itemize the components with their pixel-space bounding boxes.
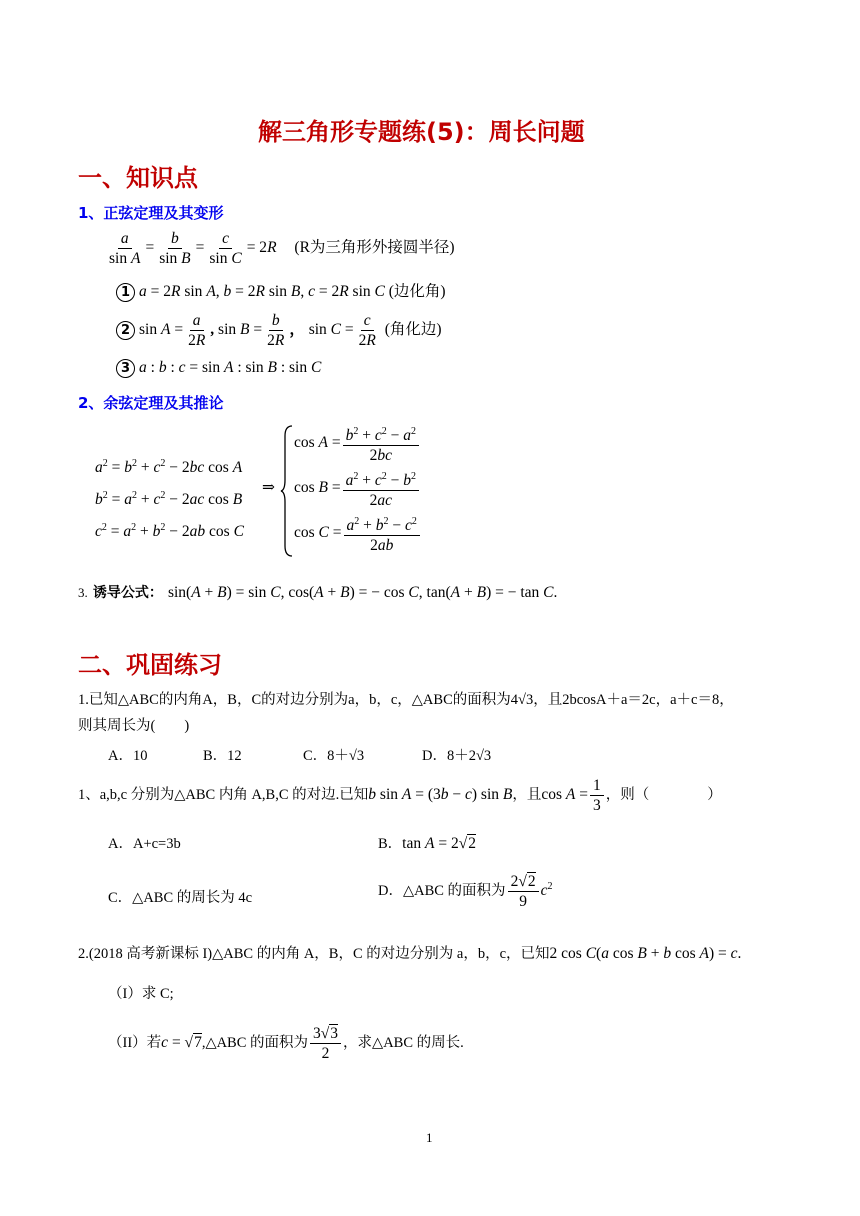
problem-3-question-2: （II）若c = √7,△ABC 的面积为 $\frac{3√3}{2}$ ，求△ABC 的周长. xyxy=(108,1025,464,1062)
sine-law-formula: $\frac{a}{\text{sin A}}$ = $\frac{b}{\text{sin B}}$ = $\frac{c}{\text{sin C}}$ = 2R (R为三角形外接圆半径) xyxy=(109,230,455,267)
problem-2-option-a: A．A+c=3b xyxy=(108,836,181,852)
problem-2-option-c: C．△ABC 的周长为 4c xyxy=(108,890,253,906)
problem-3-q2-lead: （II）若 xyxy=(108,1035,162,1052)
circled-number-1: 1 xyxy=(116,283,135,302)
page-title: 解三角形专题练(5)：周长问题 xyxy=(258,118,585,146)
sine-law-item-1: 1 a = 2R sin A, b = 2R sin B, c = 2R sin C (边化角) xyxy=(116,279,446,302)
cosine-corollary: cos A = $\frac{b^2 + c^2 - a^2}{2bc}$ cos B = $\frac{a^2 + c^2 - b^2}{2ac}$ cos C = $\frac{a^2 + b^2 - c^2}{2ab}$ xyxy=(294,422,422,557)
problem-1-option-c: C．8＋√3 xyxy=(303,748,365,764)
circled-number-3: 3 xyxy=(116,359,135,378)
problem-3-lead: 2.(2018 高考新课标 I)△ABC 的内角 A，B，C 的对边分别为 a，b，c，已知 xyxy=(78,946,550,962)
problem-2-mid: ，且 xyxy=(512,787,542,804)
left-brace xyxy=(280,424,294,558)
problem-1-line-2: 则其周长为( ) xyxy=(78,718,190,734)
section-heading-knowledge: 一、知识点 xyxy=(78,164,198,192)
problem-3-stem: 2.(2018 高考新课标 I)△ABC 的内角 A，B，C 的对边分别为 a，b，c，已知2 cos C(a cos B + b cos A) = c. xyxy=(78,945,742,962)
heading-cosine-law: 2、余弦定理及其推论 xyxy=(78,394,224,412)
problem-3-question-1: （I）求 C; xyxy=(108,986,174,1002)
problem-2-tail: ，则（ ） xyxy=(605,787,722,804)
edge-to-angle-note: (边化角) xyxy=(388,283,446,300)
problem-2-option-d: D．△ABC 的面积为 $\frac{2√2}{9}$ $c^2$ xyxy=(378,873,553,910)
sine-law-item-2: 2 sin A = $\frac{a}{2R}$ , sin B = $\frac{b}{2R}$ ， sin C = $\frac{c}{2R}$ (角化边) xyxy=(116,311,442,350)
induction-formula: 3. 诱导公式： sin(A + B) = sin C, cos(A + B) = − cos C, tan(A + B) = − tan C. xyxy=(78,584,558,601)
cosine-law-equations: $a^2 = b^2 + c^2 - 2bc$ cos A $b^2 = a^2 + c^2 - 2ac$ cos B $c^2 = a^2 + b^2 - 2ab$ cos C xyxy=(95,458,244,541)
problem-1-line-1: 1.已知△ABC的内角A，B，C的对边分别为a，b，c，△ABC的面积为4√3，且2bcosA＋a＝2c，a＋c＝8， xyxy=(78,692,734,708)
problem-2-lead: 1、a,b,c 分别为△ABC 内角 A,B,C 的对边.已知 xyxy=(78,787,369,804)
section-heading-practice: 二、巩固练习 xyxy=(78,651,222,679)
problem-3-q2-tail: ，求△ABC 的周长. xyxy=(343,1035,464,1052)
sine-law-item-3: 3 a : b : c = sin A : sin B : sin C xyxy=(116,359,321,378)
induction-label: 3. xyxy=(78,585,88,600)
induction-heading: 诱导公式： xyxy=(92,585,163,601)
angle-to-edge-note: (角化边) xyxy=(384,321,442,339)
problem-3-q2-mid: ,△ABC 的面积为 xyxy=(201,1035,309,1052)
problem-2-option-b: B．tan A = 2√2 xyxy=(378,835,476,852)
problem-2-option-d-label: D．△ABC 的面积为 xyxy=(378,883,506,900)
implies-arrow: ⇒ xyxy=(262,479,275,496)
problem-2-stem: 1、a,b,c 分别为△ABC 内角 A,B,C 的对边.已知b sin A = (3b − c) sin B，且cos A = $\frac{1}{3}$ ，则（ ） xyxy=(78,777,722,814)
circled-number-2: 2 xyxy=(116,321,135,340)
problem-2-option-b-label: B． xyxy=(378,836,403,852)
problem-1-option-d: D．8＋2√3 xyxy=(422,748,492,764)
problem-1-option-a: A．10 xyxy=(108,748,148,764)
problem-1-option-b: B．12 xyxy=(203,748,242,764)
page-number: 1 xyxy=(426,1130,433,1145)
heading-sine-law: 1、正弦定理及其变形 xyxy=(78,204,224,222)
sine-law-note: (R为三角形外接圆半径) xyxy=(294,239,455,257)
